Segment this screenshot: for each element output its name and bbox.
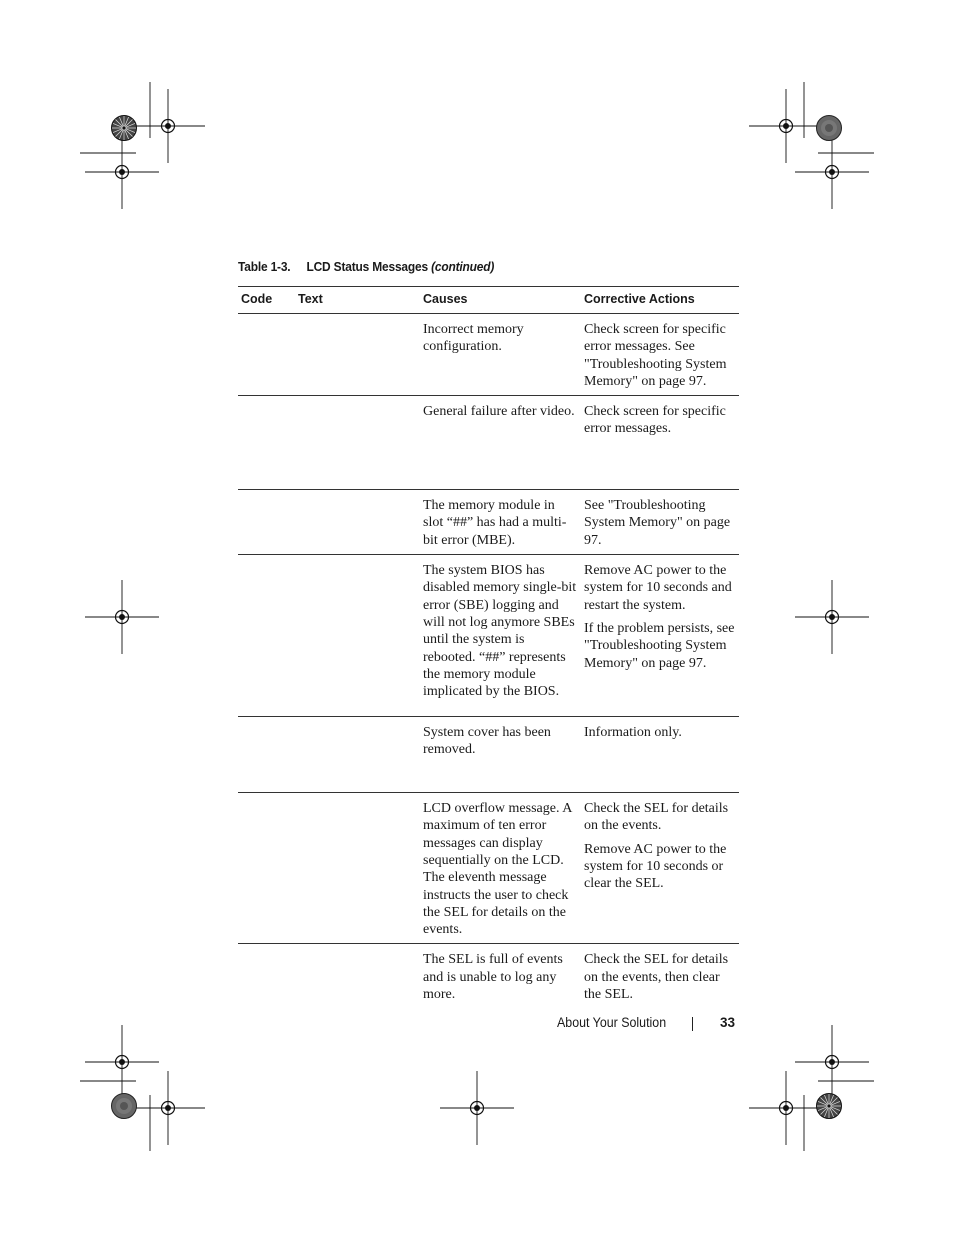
table-row	[238, 555, 739, 717]
actions-cell	[581, 793, 739, 944]
table-row	[238, 793, 739, 944]
actions-cell	[581, 717, 739, 793]
table-caption-continued: (continued)	[431, 259, 495, 274]
header-corrective-actions: Corrective Actions	[581, 287, 739, 314]
action-paragraph: Remove AC power to the system for 10 seconds and restart the system.	[584, 563, 732, 613]
action-paragraph: Remove AC power to the system for 10 seconds or clear the SEL.	[584, 841, 727, 892]
action-paragraph: Check screen for specific error messages. See "Troubleshooting System Memory" on page 97.	[584, 322, 727, 389]
causes-cell: LCD overflow message. A maximum of ten error messages can display sequentially on the LCD. The eleventh message instructs the user to check the SEL for details on the events.	[420, 793, 581, 944]
actions-cell	[581, 944, 739, 1008]
actions-cell	[581, 490, 739, 555]
code-cell	[238, 717, 295, 793]
causes-cell: The memory module in slot “##” has had a multi-bit error (MBE).	[420, 490, 581, 555]
table-row	[238, 396, 739, 490]
table-caption-title: LCD Status Messages	[306, 259, 428, 274]
code-cell	[238, 944, 295, 1008]
causes-cell: Incorrect memory configuration.	[420, 314, 581, 396]
text-cell	[295, 793, 420, 944]
lcd-status-table	[238, 286, 739, 1008]
action-paragraph: Check screen for specific error messages.	[584, 404, 726, 437]
action-paragraph: If the problem persists, see "Troubleshooting System Memory" on page 97.	[584, 620, 735, 671]
text-cell	[295, 944, 420, 1008]
footer-divider	[692, 1017, 693, 1031]
code-cell	[238, 490, 295, 555]
causes-cell: The SEL is full of events and is unable to log any more.	[423, 952, 563, 1003]
table-caption-label: Table 1-3.	[238, 259, 291, 274]
text-cell	[295, 717, 420, 793]
actions-cell	[581, 396, 739, 490]
table-row	[238, 944, 739, 1008]
action-paragraph: Information only.	[584, 725, 682, 741]
table-row	[238, 490, 739, 555]
text-cell	[295, 314, 420, 396]
page-number: 33	[720, 1015, 736, 1030]
header-code: Code	[238, 287, 295, 314]
table-row	[238, 717, 739, 793]
action-paragraph: Check the SEL for details on the events.	[584, 801, 729, 834]
footer-section-title: About Your Solution	[557, 1015, 667, 1030]
causes-cell: The system BIOS has disabled memory single-bit error (SBE) logging and will not log anymore SBEs until the system is rebooted. “##” represents the memory module implicated by the BIOS.	[420, 555, 581, 717]
action-paragraph: See "Troubleshooting System Memory" on page 97.	[584, 498, 731, 548]
causes-cell: General failure after video.	[420, 396, 581, 490]
table-header-row	[238, 287, 739, 314]
causes-cell: System cover has been removed.	[420, 717, 581, 793]
table-row	[238, 314, 739, 396]
text-cell	[295, 555, 420, 717]
code-cell	[238, 793, 295, 944]
table-caption	[238, 259, 494, 274]
header-text: Text	[295, 287, 420, 314]
code-cell	[238, 396, 295, 490]
actions-cell	[581, 314, 739, 396]
text-cell	[295, 396, 420, 490]
header-causes: Causes	[420, 287, 581, 314]
text-cell	[295, 490, 420, 555]
actions-cell	[581, 555, 739, 717]
code-cell	[238, 555, 295, 717]
code-cell	[238, 314, 295, 396]
action-paragraph: Check the SEL for details on the events, then clear the SEL.	[584, 952, 729, 1003]
